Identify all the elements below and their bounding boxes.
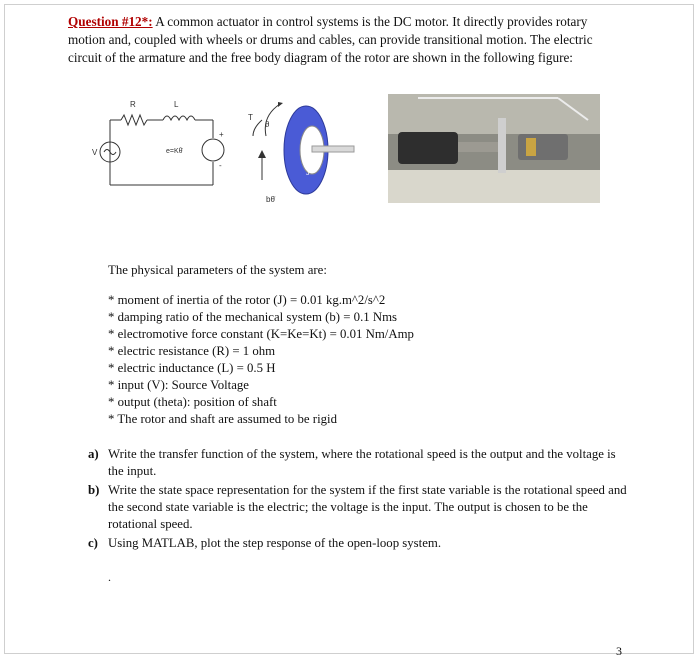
questions-list <box>88 446 628 554</box>
question-item-text: Using MATLAB, plot the step response of the open-loop system. <box>108 536 442 550</box>
param-item: * electric resistance (R) = 1 ohm <box>108 344 276 358</box>
figure-svg <box>88 90 608 215</box>
label-friction: bθ̇ <box>266 195 275 204</box>
param-item: * The rotor and shaft are assumed to be rigid <box>108 412 337 426</box>
parameters-section <box>108 262 414 428</box>
question-intro <box>68 13 628 67</box>
param-item: * electric inductance (L) = 0.5 H <box>108 361 276 375</box>
param-item: * electromotive force constant (K=Ke=Kt) = 0.01 Nm/Amp <box>108 327 414 341</box>
question-item-text: Write the transfer function of the system, where the rotational speed is the output and the voltage is the input. <box>108 447 616 478</box>
param-item: * input (V): Source Voltage <box>108 378 249 392</box>
back-emf-symbol <box>202 139 224 161</box>
resistor-symbol <box>121 115 147 125</box>
stray-mark: . <box>108 570 111 584</box>
page-number: 3 <box>616 644 622 658</box>
question-item-text: Write the state space representation for the system if the first state variable is the rotational speed and the second state variable is the electric; the voltage is the input. The output is chosen to be the rotational speed. <box>108 483 627 531</box>
rotor-diagram <box>253 102 354 194</box>
question-letter: b) <box>88 483 100 497</box>
label-J: J <box>306 170 310 177</box>
question-letter: a) <box>88 447 99 461</box>
label-minus: - <box>219 161 222 170</box>
label-R: R <box>130 100 136 109</box>
question-item <box>88 446 628 480</box>
question-text: A common actuator in control systems is the DC motor. It directly provides rotary motion and, coupled with wheels or drums and cables, can provide transitional motion. The electric circuit of the armature and the free body diagram of the rotor are shown in the following figure: <box>68 14 593 65</box>
label-plus: + <box>219 130 224 139</box>
inductor-symbol <box>163 116 195 120</box>
label-V: V <box>92 148 98 157</box>
label-T: T <box>248 113 253 122</box>
question-label: Question #12*: <box>68 14 153 29</box>
label-theta: θ <box>265 120 270 129</box>
armature-circuit <box>100 115 224 185</box>
param-item: * damping ratio of the mechanical system (b) = 0.1 Nms <box>108 310 398 324</box>
param-item: * output (theta): position of shaft <box>108 395 277 409</box>
question-letter: c) <box>88 536 98 550</box>
figure <box>88 90 608 215</box>
rotor-shaft <box>312 146 354 152</box>
question-item <box>88 482 628 533</box>
label-emf: e=Kθ̇ <box>166 148 183 155</box>
parameters-title: The physical parameters of the system are: <box>108 263 327 277</box>
label-L: L <box>174 100 179 109</box>
param-item: * moment of inertia of the rotor (J) = 0.01 kg.m^2/s^2 <box>108 293 386 307</box>
motor-photo-icon <box>388 94 600 203</box>
question-item <box>88 535 628 552</box>
